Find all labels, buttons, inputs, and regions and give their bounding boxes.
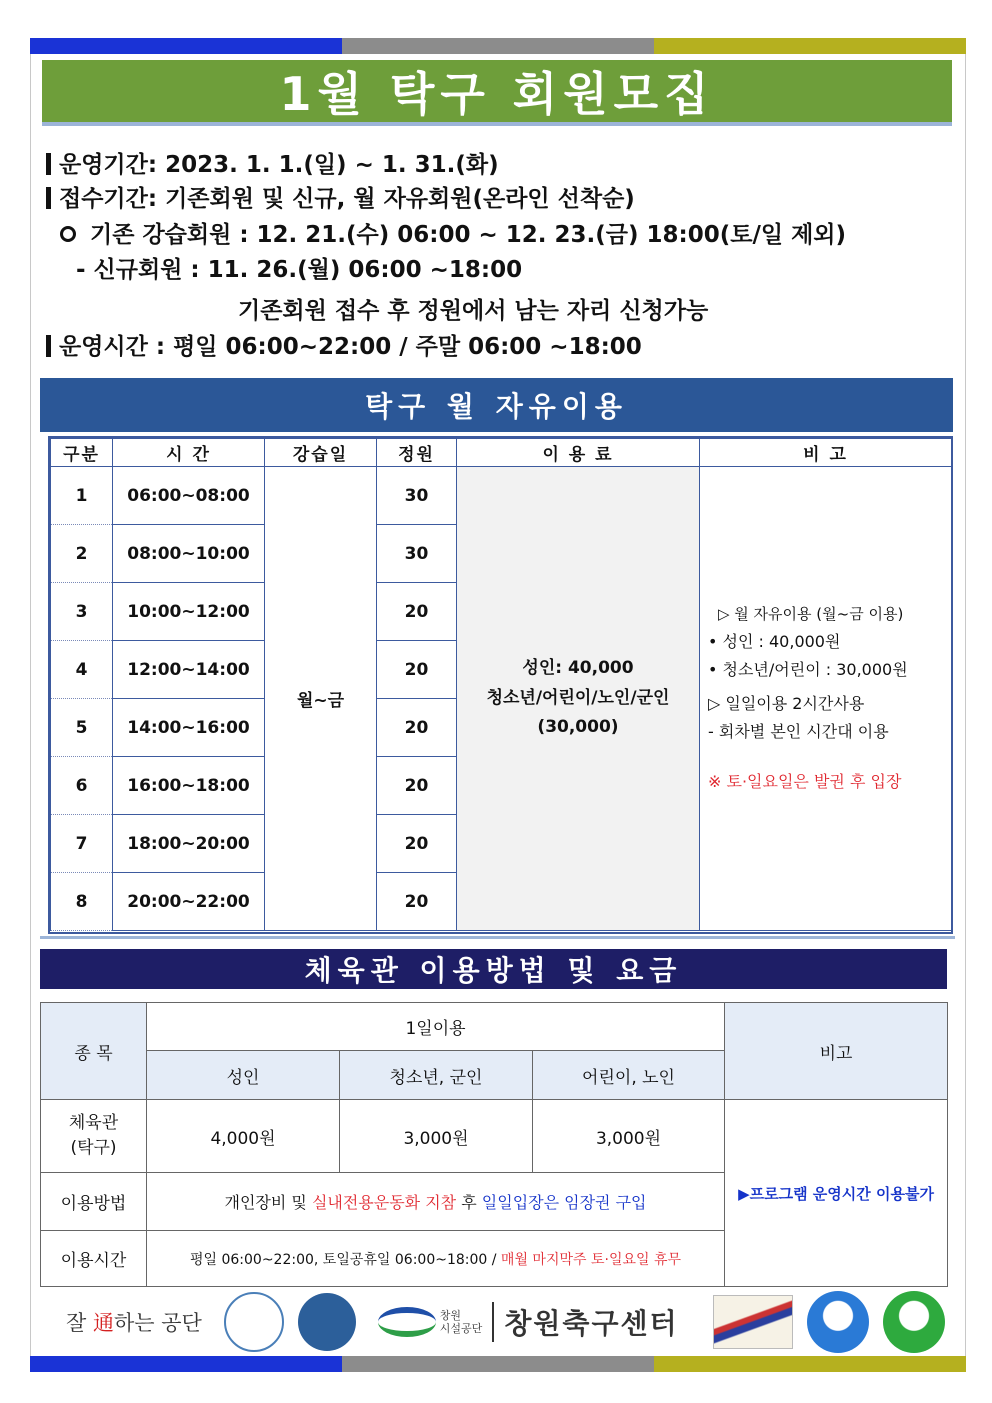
row-no: 8 (51, 873, 113, 931)
info-reception: 접수기간: 기존회원 및 신규, 월 자유회원(온라인 선착순) (46, 180, 635, 213)
price-child: 3,000원 (533, 1100, 725, 1173)
row-capacity: 30 (377, 525, 457, 583)
row-capacity: 20 (377, 583, 457, 641)
row-no: 5 (51, 699, 113, 757)
info-new-member: - 신규회원 : 11. 26.(월) 06:00 ~18:00 (76, 257, 523, 283)
header-days: 강습일 (265, 439, 377, 467)
info-existing: 기존 강습회원 : 12. 21.(수) 06:00 ~ 12. 23.(금) 18:00(토/일 제외) (46, 216, 846, 249)
service-award-logo (713, 1295, 793, 1349)
header-youth: 청소년, 군인 (340, 1051, 533, 1100)
mascot-green-icon (883, 1291, 945, 1353)
row-time: 20:00~22:00 (113, 873, 265, 931)
slogan-logo: 잘 通하는 공단 (66, 1311, 202, 1335)
title-banner (42, 60, 952, 122)
method-text: 개인장비 및 실내전용운동화 지참 후 일일입장은 임장권 구입 (147, 1173, 725, 1231)
price-adult: 4,000원 (147, 1100, 340, 1173)
section-divider (40, 936, 955, 939)
ccm-certification-badge (224, 1292, 284, 1352)
row-no: 2 (51, 525, 113, 583)
row-time: 06:00~08:00 (113, 467, 265, 525)
row-no: 6 (51, 757, 113, 815)
remark-line: • 성인 : 40,000원 (708, 631, 841, 651)
footer-logos (40, 1290, 950, 1354)
remark-line: ▷ 월 자유이용 (월~금 이용) (718, 605, 904, 624)
section-title-gym-usage: 체육관 이용방법 및 요금 (40, 949, 947, 989)
row-time: 16:00~18:00 (113, 757, 265, 815)
fee-adult: 성인: 40,000 (522, 657, 634, 678)
fee-others: 청소년/어린이/노인/군인 (486, 687, 670, 708)
info-period: 운영기간: 2023. 1. 1.(일) ~ 1. 31.(화) (46, 146, 499, 179)
corporation-logo: 창원 시설공단 창원축구센터 (378, 1302, 679, 1342)
remark-cell (700, 467, 952, 931)
row-time: 14:00~16:00 (113, 699, 265, 757)
free-use-table (50, 438, 952, 931)
info-hours: 운영시간 : 평일 06:00~22:00 / 주말 06:00 ~18:00 (46, 328, 642, 361)
days-cell: 월~금 (265, 467, 377, 931)
row-no: 3 (51, 583, 113, 641)
header-adult: 성인 (147, 1051, 340, 1100)
header-daily: 1일이용 (147, 1003, 725, 1051)
row-capacity: 20 (377, 641, 457, 699)
row-capacity: 30 (377, 467, 457, 525)
header-note: 비고 (725, 1003, 948, 1100)
gym-label: 체육관 (탁구) (41, 1100, 147, 1173)
time-label: 이용시간 (41, 1231, 147, 1287)
fee-others-price: (30,000) (537, 717, 619, 738)
row-capacity: 20 (377, 699, 457, 757)
remark-warning: ※ 토·일요일은 발권 후 입장 (708, 771, 902, 791)
human-rights-badge (298, 1293, 356, 1351)
header-no: 구분 (51, 439, 113, 467)
center-name: 창원축구센터 (492, 1302, 678, 1342)
time-text: 평일 06:00~22:00, 토일공휴일 06:00~18:00 / 매월 마지막주 토·일요일 휴무 (147, 1231, 725, 1287)
row-no: 1 (51, 467, 113, 525)
table-row (51, 467, 952, 525)
top-color-bar (30, 38, 966, 54)
note-cell: ▶프로그램 운영시간 이용불가 (725, 1100, 948, 1287)
header-remark: 비 고 (700, 439, 952, 467)
row-no: 7 (51, 815, 113, 873)
row-time: 18:00~20:00 (113, 815, 265, 873)
header-item: 종 목 (41, 1003, 147, 1100)
header-fee: 이 용 료 (457, 439, 700, 467)
gym-fee-table (40, 1002, 948, 1287)
row-time: 10:00~12:00 (113, 583, 265, 641)
row-time: 08:00~10:00 (113, 525, 265, 583)
remark-line: ▷ 일일이용 2시간사용 (708, 693, 865, 713)
fee-cell (457, 467, 700, 931)
header-time: 시 간 (113, 439, 265, 467)
remark-line: • 청소년/어린이 : 30,000원 (708, 659, 908, 679)
page-title: 1월 탁구 회원모집 (279, 67, 715, 121)
swirl-logo-icon (378, 1307, 436, 1337)
circle-bullet-icon (60, 226, 76, 242)
section-title-free-use: 탁구 월 자유이용 (40, 378, 953, 432)
header-child: 어린이, 노인 (533, 1051, 725, 1100)
mascot-blue-icon (807, 1291, 869, 1353)
method-label: 이용방법 (41, 1173, 147, 1231)
row-capacity: 20 (377, 757, 457, 815)
row-no: 4 (51, 641, 113, 699)
row-capacity: 20 (377, 815, 457, 873)
title-underline (42, 122, 952, 126)
bottom-color-bar (30, 1356, 966, 1372)
row-capacity: 20 (377, 873, 457, 931)
remark-line: - 회차별 본인 시간대 이용 (708, 721, 889, 741)
row-time: 12:00~14:00 (113, 641, 265, 699)
info-note: 기존회원 접수 후 정원에서 남는 자리 신청가능 (238, 298, 709, 324)
price-youth: 3,000원 (340, 1100, 533, 1173)
header-capacity: 정원 (377, 439, 457, 467)
